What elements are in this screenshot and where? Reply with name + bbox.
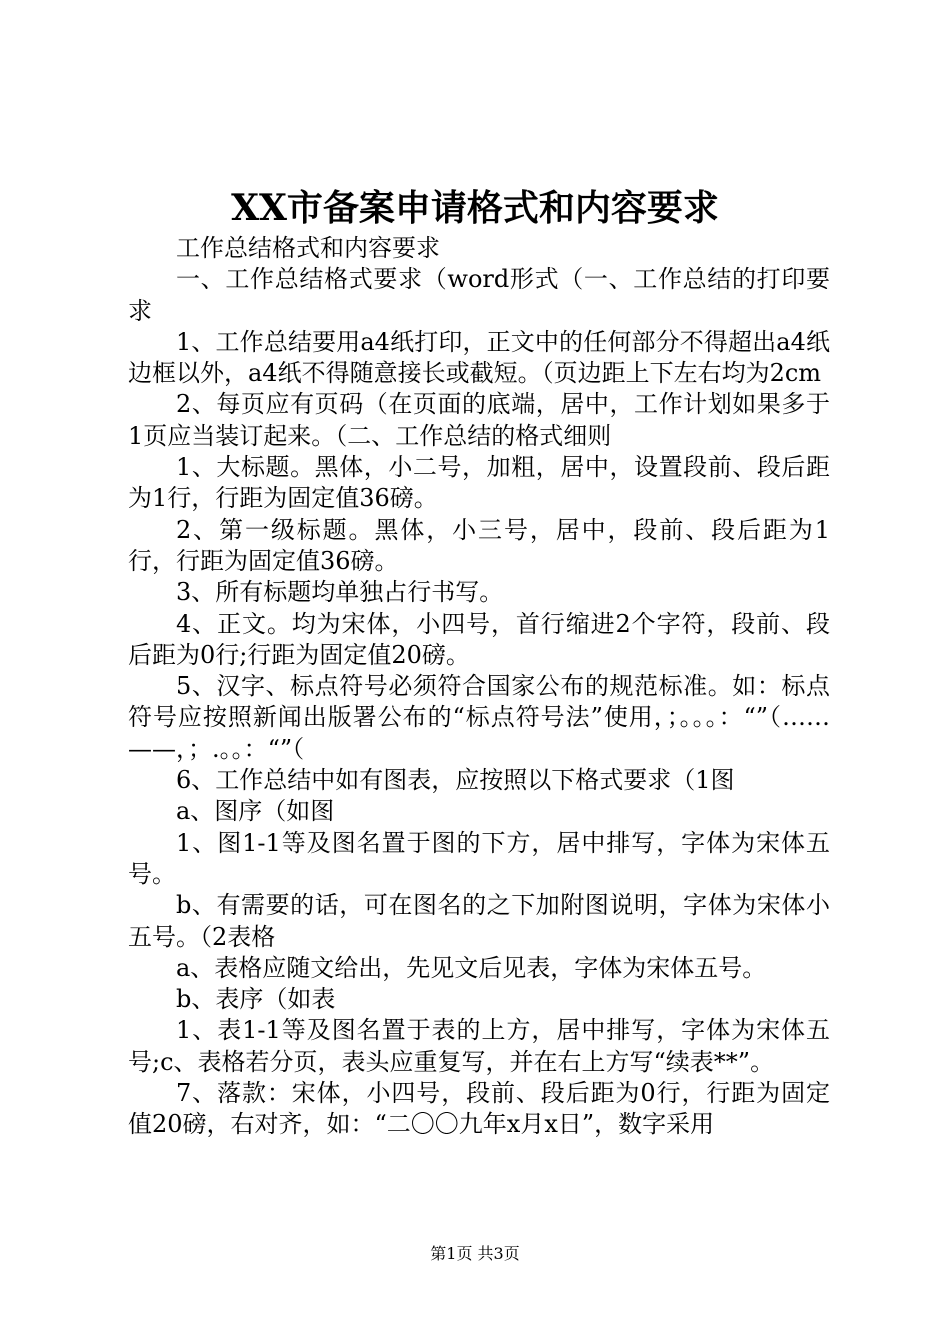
- paragraph: 1、工作总结要用a4纸打印，正文中的任何部分不得超出a4纸边框以外，a4纸不得随意接长或截短。（页边距上下左右均为2cm: [128, 327, 830, 388]
- paragraph: 工作总结格式和内容要求: [176, 234, 440, 262]
- paragraph: 3、所有标题均单独占行书写。: [176, 578, 504, 607]
- paragraph: 2、第一级标题。黑体，小三号，居中，段前、段后距为1行，行距为固定值36磅。: [128, 515, 830, 575]
- paragraph: a、图序（如图: [176, 797, 335, 826]
- document-body: [128, 233, 830, 1141]
- paragraph: 一、工作总结格式要求（word形式（一、工作总结的打印要求: [128, 265, 830, 325]
- paragraph: 4、正文。均为宋体，小四号，首行缩进2个字符，段前、段后距为0行;行距为固定值20磅。: [128, 609, 830, 669]
- document-title: XX市备案申请格式和内容要求: [231, 187, 719, 229]
- paragraph: 6、工作总结中如有图表，应按照以下格式要求（1图: [176, 766, 735, 795]
- paragraph: a、表格应随文给出，先见文后见表，字体为宋体五号。: [176, 953, 767, 982]
- paragraph: 1、大标题。黑体，小二号，加粗，居中，设置段前、段后距为1行，行距为固定值36磅。: [128, 453, 830, 513]
- paragraph: 1、图1-1等及图名置于图的下方，居中排写，字体为宋体五号。: [128, 828, 830, 888]
- page-number-footer: 第1页 共3页: [430, 1244, 520, 1263]
- paragraph: b、有需要的话，可在图名的之下加附图说明，字体为宋体小五号。（2表格: [128, 891, 830, 951]
- paragraph: 2、每页应有页码（在页面的底端，居中，工作计划如果多于1页应当装订起来。（二、工作总结的格式细则: [128, 390, 830, 450]
- paragraph: 7、落款：宋体，小四号，段前、段后距为0行，行距为固定值20磅，右对齐，如：“二〇〇九年x月x日”，数字采用: [128, 1079, 830, 1139]
- paragraph: b、表序（如表: [176, 985, 336, 1014]
- paragraph: 5、汉字、标点符号必须符合国家公布的规范标准。如：标点符号应按照新闻出版署公布的“标点符号法”使用，；。。。：“”（……——，；.。。：“”（: [128, 672, 830, 763]
- paragraph: 1、表1-1等及图名置于表的上方，居中排写，字体为宋体五号;c、表格若分页，表头应重复写，并在右上方写“续表**”。: [128, 1016, 830, 1076]
